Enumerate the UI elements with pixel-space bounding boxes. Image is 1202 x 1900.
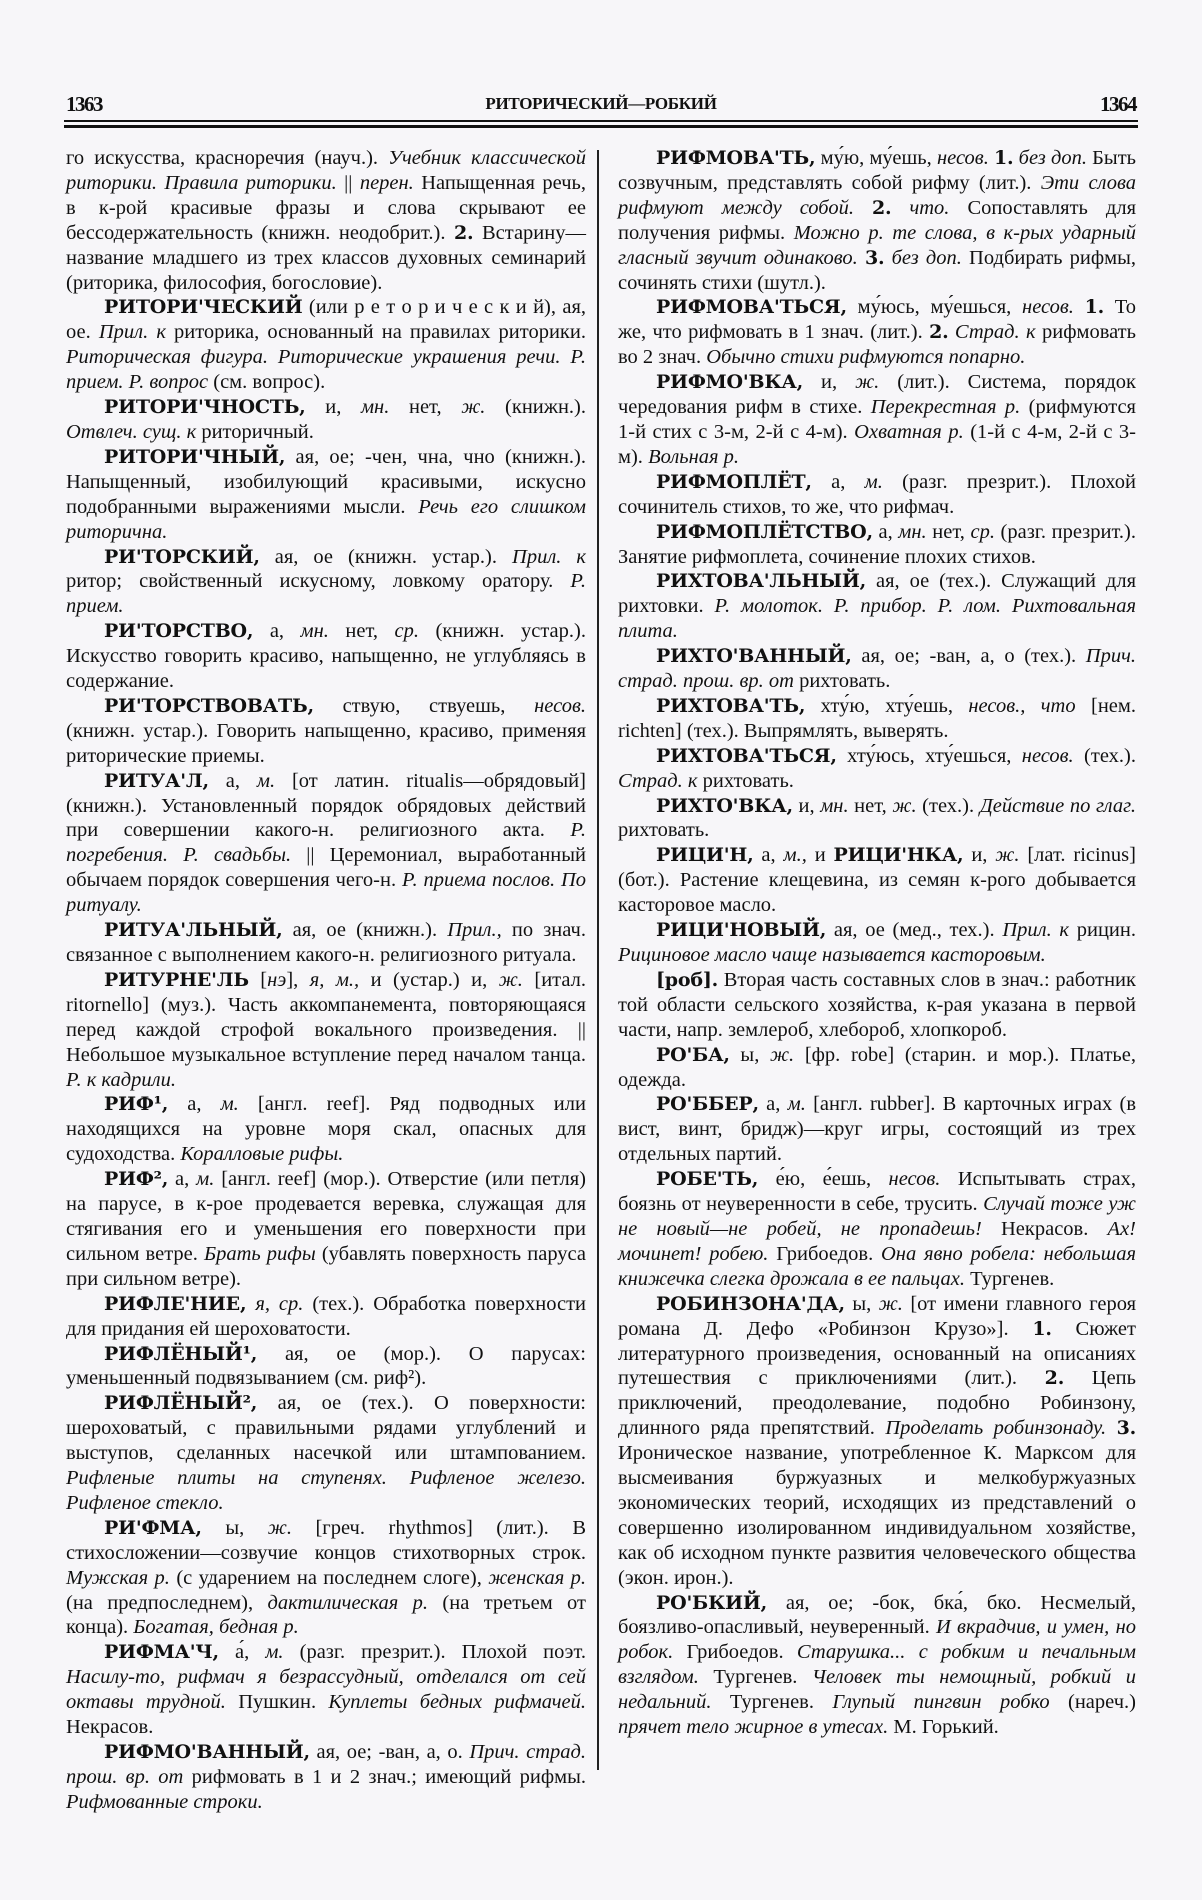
italic-text: Прич. страд. прош. вр. от — [618, 645, 1136, 693]
entry-text: рицин. — [1069, 919, 1136, 942]
page-number-right: 1364 — [1100, 92, 1136, 116]
entry-text: То же, что рифмовать в 1 знач. (лит.). — [618, 296, 1137, 344]
headword: РИХТОВА'ТЬ, — [656, 694, 806, 717]
italic-text: Брать рифы — [203, 1242, 316, 1265]
headword: 1. — [1032, 1317, 1052, 1340]
entry-text: Напыщенная речь, в к-рой красивые фразы и слова скрывают ее бессодержательность (книжн. неодобрит.). — [66, 171, 586, 244]
italic-text: что. — [909, 196, 950, 219]
entry-text: ы, — [844, 1292, 879, 1315]
entry-text: Некрасов. — [66, 1716, 154, 1739]
italic-text: Прил. к — [512, 545, 586, 568]
italic-text: несов. — [1022, 296, 1074, 319]
dictionary-entry — [66, 545, 586, 620]
headword: РИТОРИ'ЧНЫЙ, — [104, 445, 286, 468]
italic-text: Рициновое масло чаще называется касторовым. — [618, 944, 1046, 966]
entry-text: и (устар.) и, — [359, 968, 499, 991]
headword: РИ'ТОРСКИЙ, — [104, 545, 260, 568]
italic-text: женская р. — [488, 1566, 586, 1589]
entry-text: по знач. связанное с выполнением какого-н. религиозного ритуала. — [66, 919, 586, 966]
dictionary-entry — [66, 1391, 586, 1516]
headword: РИХТО'ВАННЫЙ, — [656, 645, 852, 668]
entry-text: [англ. reef] (мор.). Отверстие (или петля) на парусе, в к-рое продевается веревка, служащая для стягивания его и уменьшения его поверхности при сильном ветре. — [66, 1168, 586, 1265]
italic-text: Богатая, бедная р. — [133, 1616, 299, 1639]
headword: РИХТОВА'ТЬСЯ, — [656, 744, 837, 767]
italic-text: ср. — [970, 520, 995, 543]
entry-text: му́ю, му́ешь, — [815, 147, 937, 169]
entry-text: ая, ое (мор.). О парусах: уменьшенный подвязыванием (см. риф²). — [66, 1342, 586, 1390]
header-rule-bottom — [64, 125, 1138, 128]
entry-text: (на предпоследнем), — [66, 1591, 268, 1614]
italic-text: Мужская р. — [66, 1566, 170, 1589]
entry-text — [246, 1293, 255, 1315]
italic-text: к — [156, 321, 166, 344]
entry-text: а, — [811, 470, 865, 493]
entry-text: Вторая часть составных слов в знач.: работник той области сельского хозяйства, к-рая указана в первой части, напр. землероб, хлебороб, хлопкороб. — [618, 968, 1136, 1041]
italic-text: мн. — [820, 794, 849, 817]
entry-text: || Церемониал, выработанный обычаем порядок совершения чего-н. — [66, 844, 587, 892]
italic-text: Рифмованные строки. — [66, 1790, 263, 1813]
page-number-left: 1363 — [66, 92, 102, 116]
italic-text: Р. прием. — [66, 570, 586, 618]
entry-text — [891, 197, 909, 219]
entry-text: Тургенев. — [711, 1691, 833, 1714]
italic-text: Риторическая фигура. Риторические украшения речи. Р. прием. Р. вопрос — [66, 346, 586, 394]
headword: 3. — [864, 246, 885, 269]
entry-text: (на третьем от конца). — [66, 1591, 586, 1639]
italic-text: Она явно робела: небольшая книжечка слегка дрожала в ее пальцах. — [618, 1242, 1136, 1290]
dictionary-entry — [66, 1342, 586, 1392]
entry-text: (книжн.). — [485, 396, 586, 419]
italic-text: несов. — [1021, 744, 1074, 767]
entry-text: ая, ое (тех.). Служащий для рихтовки. — [618, 570, 1136, 618]
headword: РОБЕ'ТЬ, — [656, 1168, 759, 1191]
italic-text: Р. погребения. Р. свадьбы. — [66, 819, 586, 867]
italic-text: Вольная р. — [648, 445, 740, 468]
italic-text: без доп. — [1018, 147, 1087, 169]
dictionary-entry — [66, 968, 586, 1093]
italic-text: Рифленые плиты на ступенях. Рифленое железо. Рифленое стекло. — [66, 1467, 586, 1514]
italic-text: Р. молоток. Р. прибор. Р. лом. Рихтовальная плита. — [618, 595, 1136, 643]
dictionary-entry — [66, 1640, 586, 1740]
italic-text: м. — [196, 1168, 215, 1191]
entry-text — [1074, 296, 1085, 318]
italic-text: Старушка... с робким и печальным взглядом. — [618, 1641, 1136, 1689]
headword: 1. — [994, 147, 1014, 169]
italic-text: Прил., — [447, 919, 502, 942]
headword: РИТОРИ'ЧЕСКИЙ — [104, 296, 303, 319]
entry-text: а́, — [218, 1641, 266, 1664]
italic-text: перен. — [359, 171, 414, 194]
headword: РИЦИ'НОВЫЙ, — [656, 919, 827, 942]
entry-text: ая, ое; -бок, бка́, бко. Несмелый, боязливо-опасливый, неуверенный. — [618, 1591, 1136, 1639]
dictionary-entry — [618, 146, 1136, 295]
italic-text: мн. — [300, 620, 329, 643]
entry-text: (лит.). Система, порядок чередования рифм в стихе. — [618, 371, 1136, 419]
dictionary-entry — [618, 1092, 1136, 1167]
dictionary-entry — [66, 1292, 586, 1342]
entry-text: Цепь приключений, преодолевание, подобно Робинзону, длинного ряда препятствий. — [618, 1367, 1136, 1440]
italic-text: Р. к кадрили. — [66, 1068, 176, 1091]
italic-text: Случай тоже уж не новый—не робей, не пропадешь! — [618, 1193, 1136, 1240]
entry-text: а, — [753, 844, 784, 867]
entry-text: риторичный. — [196, 420, 314, 443]
italic-text: Р. приема послов. По ритуалу. — [66, 869, 586, 917]
entry-text: ствую, ствуешь, — [313, 694, 535, 717]
dictionary-entry — [618, 1292, 1136, 1591]
entry-text: ая, ое; -ван, а, о (тех.). — [851, 645, 1086, 668]
entry-text: и, — [963, 844, 996, 867]
dictionary-entry — [66, 1516, 586, 1641]
entry-text: Быть созвучным, представлять собой рифму (лит.). — [618, 147, 1137, 194]
headword: 2. — [1044, 1367, 1065, 1390]
headword: РИТОРИ'ЧНОСТЬ, — [104, 396, 306, 419]
italic-text: м. — [256, 769, 276, 792]
dictionary-entry — [618, 968, 1136, 1043]
italic-text: нэ — [267, 968, 287, 991]
headword: РИФМА'Ч, — [104, 1641, 219, 1664]
italic-text: Прил. к — [1002, 919, 1070, 942]
italic-text: ж. — [995, 844, 1020, 867]
headword: РИФМОПЛЁТ, — [656, 470, 812, 493]
headword: РИФМОПЛЁТСТВО, — [656, 520, 873, 543]
headword: РИЦИ'НКА, — [833, 844, 964, 867]
italic-text: м. — [787, 1093, 806, 1116]
entry-text: М. Горький. — [888, 1716, 999, 1739]
entry-text: Ироническое название, употребленное К. Марксом для высмеивания буржуазных и мелкобуржуазных экономических теорий, исходящих из представлений о совершенно изолированном индивидуальном хозяйстве, как об исходном пункте развития человеческого общества (экон. ирон.). — [618, 1442, 1136, 1589]
entry-text — [1106, 1417, 1116, 1439]
italic-text: Глупый пингвин робко — [832, 1691, 1050, 1714]
entry-text: а, — [168, 1168, 197, 1191]
italic-text: Можно р. те слова, в к-рых ударный гласный звучит одинаково. — [618, 221, 1136, 269]
italic-text: м. — [220, 1093, 239, 1116]
entry-text: (разг. презрит.). Плохой поэт. — [283, 1641, 586, 1664]
italic-text: Перекрестная р. — [870, 396, 1021, 419]
entry-text: ы, — [729, 1043, 770, 1066]
entry-text: рифмовать в 1 и 2 знач.; имеющий рифмы. — [183, 1765, 586, 1788]
entry-text: (книжн. устар.). Говорить напыщенно, красиво, применяя риторические приемы. — [66, 719, 586, 767]
italic-text: Страд. к — [618, 769, 698, 792]
entry-text: нет, — [328, 620, 395, 643]
entry-text: хту́юсь, хту́ешься, — [836, 744, 1022, 767]
entry-text: (нареч.) — [1049, 1691, 1136, 1714]
headword: РО'БА, — [656, 1043, 730, 1066]
entry-text: || — [336, 171, 360, 194]
italic-text: несов. — [534, 694, 586, 717]
entry-text: (разг. презрит.). Занятие рифмоплета, сочинение плохих стихов. — [618, 520, 1136, 568]
entry-text — [884, 247, 891, 269]
headword: РИ'ТОРСТВОВАТЬ, — [104, 694, 314, 717]
italic-text: Эти слова рифмуют между собой. — [618, 171, 1136, 219]
left-column — [66, 146, 586, 1815]
italic-text: м. — [265, 1641, 284, 1664]
entry-text: го искусства, красноречия (науч.). — [66, 147, 389, 169]
column-divider — [597, 150, 599, 1770]
entry-text: Встарину—название младшего из трех классов духовных семинарий (риторика, философия, богословие). — [66, 221, 586, 294]
italic-text: Насилу-то, рифмач я безрассудный, отделался от сей октавы трудной. — [66, 1666, 586, 1714]
entry-text: [греч. rhythmos] (лит.). В стихосложении—созвучие концов стихотворных строк. — [66, 1516, 586, 1564]
italic-text: м., — [783, 844, 807, 867]
headword: РИТУА'ЛЬНЫЙ, — [104, 919, 283, 942]
entry-text: (см. вопрос). — [208, 371, 326, 394]
italic-text: я, м., — [309, 968, 360, 991]
entry-text: а, — [253, 620, 301, 643]
entry-text: Некрасов. — [981, 1217, 1108, 1240]
entry-text: рифмовать во 2 знач. — [618, 321, 1136, 369]
entry-text: е́ю, е́ешь, — [758, 1168, 889, 1191]
entry-text: Грибоедов. — [673, 1641, 797, 1664]
headword: РИФМО'ВАННЫЙ, — [104, 1741, 310, 1763]
entry-text: риторика, основанный на правилах риторики. — [165, 321, 586, 344]
headword: РИ'ТОРСТВО, — [104, 620, 254, 643]
entry-text: Грибоедов. — [768, 1242, 881, 1265]
dictionary-entry — [618, 744, 1136, 794]
entry-text: ая, ое (мед., тех.). — [826, 919, 1003, 942]
dictionary-entry — [66, 1740, 586, 1815]
entry-text: [лат. ricinus] (бот.). Растение клещевина, из семян к-рого добывается касторовое масло. — [618, 844, 1136, 917]
dictionary-entry — [66, 1167, 586, 1292]
dictionary-entry — [618, 918, 1136, 968]
dictionary-entry — [66, 146, 586, 295]
italic-text: прячет тело жирное в утесах. — [618, 1716, 889, 1739]
entry-text: [англ. reef]. Ряд подводных или находящихся на уровне моря скал, опасных для судоходства. — [66, 1093, 586, 1166]
dictionary-entry — [66, 1092, 586, 1167]
entry-text: Пушкин. — [225, 1691, 329, 1714]
dictionary-entry — [618, 694, 1136, 744]
dictionary-entry — [618, 295, 1136, 370]
italic-text: Страд. к — [954, 321, 1036, 344]
dictionary-entry — [618, 470, 1136, 520]
italic-text: ж. — [878, 1292, 903, 1315]
entry-text: Испытывать страх, боязнь от неуверенности в себе, трусить. — [618, 1168, 1136, 1216]
headword: РИФМО'ВКА, — [656, 371, 804, 394]
italic-text: Охватная р. — [854, 420, 964, 443]
entry-text: Тургенев. — [965, 1267, 1055, 1290]
headword: РИФЛЕ'НИЕ, — [104, 1292, 247, 1315]
italic-text: несов. — [888, 1168, 941, 1191]
entry-text: ы, — [201, 1516, 268, 1539]
italic-text: Речь его слишком риторична. — [66, 495, 586, 543]
headword: РО'БКИЙ, — [656, 1591, 768, 1614]
entry-text: (разг. презрит.). Плохой сочинитель стихов, то же, что рифмач. — [618, 470, 1136, 518]
entry-text: Сопоставлять для получения рифмы. — [618, 196, 1137, 244]
dictionary-entry — [618, 370, 1136, 470]
italic-text: ж. — [267, 1516, 292, 1539]
entry-text: (убавлять поверхность паруса при сильном ветре). — [66, 1242, 586, 1290]
headword: РИФ², — [104, 1168, 169, 1191]
italic-text: мн. — [898, 520, 927, 543]
entry-text: Подбирать рифмы, сочинять стихи (шутл.). — [618, 246, 1137, 294]
entry-text: хту́ю, хту́ешь, — [805, 694, 969, 717]
italic-text: мн. — [360, 396, 390, 419]
entry-text: рихтовать. — [618, 819, 710, 842]
entry-text: ], — [286, 968, 310, 991]
entry-text: [итал. ritornello] (муз.). Часть аккомпанемента, повторяющаяся перед каждой строфой вокального произведения. || Небольшое музыкальное вступление перед началом танца. — [66, 968, 587, 1066]
entry-text: нет, — [389, 396, 462, 419]
entry-text: и, — [305, 396, 361, 419]
headword: РИФ¹, — [104, 1093, 169, 1116]
italic-text: Действие по глаг. — [979, 794, 1136, 817]
dictionary-entry — [618, 794, 1136, 844]
headword: 1. — [1084, 296, 1105, 319]
italic-text: Прич. страд. прош. вр. от — [66, 1741, 586, 1788]
entry-text: и, — [792, 794, 821, 817]
headword: РИФЛЁНЫЙ², — [104, 1392, 258, 1415]
dictionary-entry — [66, 445, 586, 545]
entry-text: (тех.). Обработка поверхности для придания ей шероховатости. — [66, 1292, 587, 1340]
dictionary-entry — [66, 918, 586, 968]
headword: РИХТО'ВКА, — [656, 794, 793, 817]
entry-text: му́юсь, му́ешься, — [846, 296, 1023, 319]
entry-text: а, — [758, 1093, 788, 1116]
italic-text: И вкрадчив, и умен, но робок. — [618, 1616, 1136, 1664]
right-column — [618, 146, 1136, 1740]
entry-text: рихтовать. — [697, 769, 794, 792]
entry-text: ритор; свойственный искусному, ловкому оратору. — [66, 570, 571, 593]
italic-text: дактилическая р. — [267, 1591, 429, 1614]
entry-text: [от латин. ritualis—обрядовый] (книжн.). Установленный порядок обрядовых действий при совершении какого-н. религиозного акта. — [66, 769, 586, 842]
entry-text: нет, — [926, 520, 971, 543]
dictionary-entry — [66, 395, 586, 445]
entry-text: ая, ое; -ван, а, о. — [309, 1741, 470, 1763]
entry-text: (книжн. устар.). Искусство говорить красиво, напыщенно, не углубляясь в содержание. — [66, 620, 586, 693]
headword: РИТУРНЕ'ЛЬ — [104, 968, 249, 991]
dictionary-entry — [618, 644, 1136, 694]
entry-text: ая, ое; -чен, чна, чно (книжн.). Напыщенный, изобилующий красивыми, искусно подобранными выражениями мысли. — [66, 445, 586, 518]
headword: РИФЛЁНЫЙ¹, — [104, 1342, 258, 1365]
italic-text: ж. — [855, 371, 880, 394]
italic-text: ж. — [461, 396, 486, 419]
headword: 2. — [929, 321, 949, 344]
headword: РОБИНЗОНА'ДА, — [656, 1292, 845, 1315]
italic-text: Проделать робинзонаду. — [885, 1417, 1107, 1440]
entry-text: [от имени главного героя романа Д. Дефо «Робинзон Крузо»]. — [618, 1292, 1136, 1340]
headword: [роб]. — [656, 968, 719, 991]
dictionary-entry — [618, 569, 1136, 644]
headword: 2. — [454, 221, 474, 244]
entry-text: и — [806, 844, 834, 867]
headword: РИТУА'Л, — [104, 769, 209, 792]
running-header — [66, 92, 1136, 118]
headword: РИ'ФМА, — [104, 1516, 202, 1539]
entry-text — [858, 247, 865, 269]
italic-text: ж. — [498, 968, 523, 991]
dictionary-entry — [618, 843, 1136, 918]
entry-text: а, — [168, 1093, 221, 1116]
dictionary-entry — [618, 1043, 1136, 1093]
dictionary-entry — [66, 295, 586, 395]
italic-text: Обычно стихи рифмуются попарно. — [706, 346, 1026, 369]
italic-text: Отвлеч. сущ. к — [66, 420, 197, 443]
headword: РИЦИ'Н, — [656, 844, 754, 867]
entry-text: [фр. robe] (старин. и мор.). Платье, одежда. — [618, 1043, 1136, 1091]
entry-text: рихтовать. — [793, 670, 891, 693]
entry-text: (тех.). — [1073, 744, 1136, 767]
italic-text: м. — [864, 470, 883, 493]
headword: РИФМОВА'ТЬСЯ, — [656, 296, 847, 319]
entry-text — [854, 197, 872, 219]
headword: РИХТОВА'ЛЬНЫЙ, — [656, 570, 867, 593]
running-title: РИТОРИЧЕСКИЙ—РОБКИЙ — [485, 94, 717, 113]
italic-text: ж. — [892, 794, 917, 817]
entry-text: [нем. richten] (тех.). Выпрямлять, выверять. — [618, 694, 1136, 742]
headword: РИФМОВА'ТЬ, — [656, 147, 816, 169]
italic-text: я, ср. — [255, 1292, 304, 1315]
entry-text: Сюжет литературного произведения, основанный на описаниях путешествия с приключениями (лит.). — [618, 1317, 1136, 1390]
italic-text: несов. — [936, 147, 989, 169]
italic-text: ж. — [769, 1043, 795, 1066]
entry-text: (тех.). — [916, 794, 980, 817]
italic-text: Учебник классической риторики. Правила риторики. — [66, 147, 586, 194]
dictionary-entry — [618, 1591, 1136, 1740]
entry-text: а, — [208, 769, 257, 792]
header-rule-top — [64, 120, 1138, 122]
entry-text: и, — [803, 371, 856, 394]
italic-text: ср. — [394, 620, 420, 643]
dictionary-entry — [618, 1167, 1136, 1292]
entry-text: нет, — [848, 794, 893, 817]
entry-text: ая, ое (книжн.). — [282, 919, 448, 942]
entry-text: (рифмуются 1-й стих с 3-м, 2-й с 4-м). — [618, 396, 1136, 443]
italic-text: Прил. — [98, 321, 149, 344]
headword: РО'ББЕР, — [656, 1093, 759, 1116]
italic-text: Коралловые рифы. — [180, 1143, 344, 1166]
entry-text: [англ. rubber]. В карточных играх (в вист, винт, бридж)—круг игры, состоящий из трех отдельных партий. — [618, 1093, 1136, 1166]
dictionary-entry — [66, 619, 586, 694]
entry-text: а, — [872, 520, 899, 543]
italic-text: Человек ты немощный, робкий и недальний. — [618, 1666, 1136, 1714]
italic-text: без доп. — [891, 246, 962, 269]
entry-text: (1-й с 4-м, 2-й с 3-м). — [618, 420, 1136, 468]
entry-text: (или р е т о р и ч е с к и й), ая, ое. — [66, 296, 586, 344]
italic-text: Ах! мочинет! робею. — [618, 1217, 1136, 1265]
italic-text: несов., что — [968, 694, 1076, 717]
entry-text: (с ударением на последнем слоге), — [169, 1566, 489, 1589]
entry-text: Тургенев. — [698, 1666, 812, 1689]
headword: 2. — [871, 196, 892, 219]
italic-text: Куплеты бедных рифмачей. — [328, 1691, 586, 1714]
dictionary-entry — [66, 694, 586, 769]
headword: 3. — [1116, 1417, 1136, 1440]
entry-text: ая, ое (тех.). О поверхности: шероховатый, с правильными рядами углублений и выступов, сделанных насечкой или штампованием. — [66, 1392, 586, 1465]
entry-text: ая, ое (книжн. устар.). — [259, 545, 513, 568]
dictionary-entry — [618, 520, 1136, 570]
entry-text: [ — [248, 968, 268, 991]
dictionary-entry — [66, 769, 586, 918]
